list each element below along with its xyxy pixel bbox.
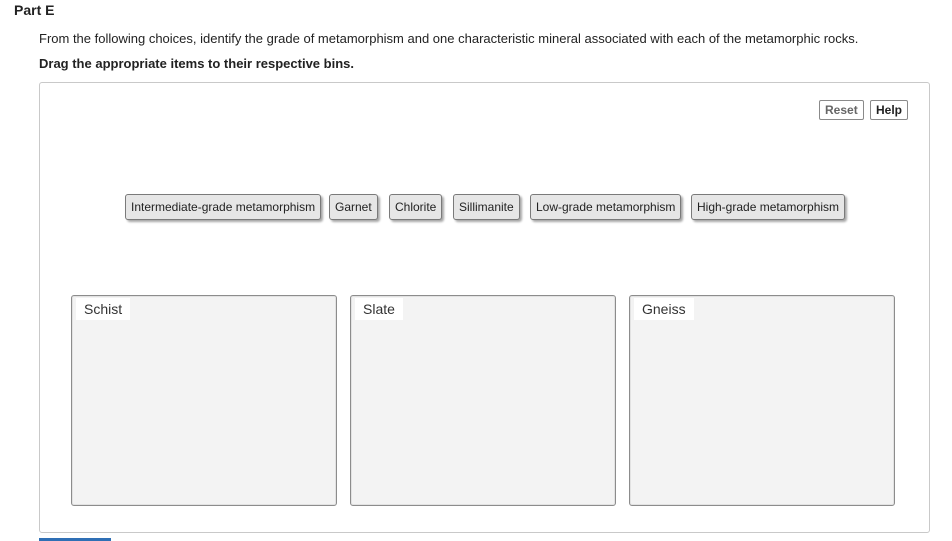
drag-item-intermediate-grade[interactable]: Intermediate-grade metamorphism: [125, 194, 321, 220]
bin-label-slate: Slate: [355, 298, 403, 320]
bin-label-schist: Schist: [76, 298, 130, 320]
bin-slate[interactable]: [350, 295, 616, 506]
drag-item-high-grade[interactable]: High-grade metamorphism: [691, 194, 845, 220]
drag-item-garnet[interactable]: Garnet: [329, 194, 378, 220]
drag-item-sillimanite[interactable]: Sillimanite: [453, 194, 520, 220]
instructions-text: From the following choices, identify the grade of metamorphism and one characteristic mineral associated with each of the metamorphic rocks.: [39, 31, 859, 46]
reset-button[interactable]: Reset: [819, 100, 864, 120]
drag-hint-text: Drag the appropriate items to their respective bins.: [39, 56, 354, 71]
drag-item-chlorite[interactable]: Chlorite: [389, 194, 442, 220]
part-title: Part E: [14, 2, 55, 18]
bin-label-gneiss: Gneiss: [634, 298, 694, 320]
bin-schist[interactable]: [71, 295, 337, 506]
drag-drop-panel: [39, 82, 930, 533]
bin-gneiss[interactable]: [629, 295, 895, 506]
drag-item-low-grade[interactable]: Low-grade metamorphism: [530, 194, 681, 220]
help-button[interactable]: Help: [870, 100, 908, 120]
